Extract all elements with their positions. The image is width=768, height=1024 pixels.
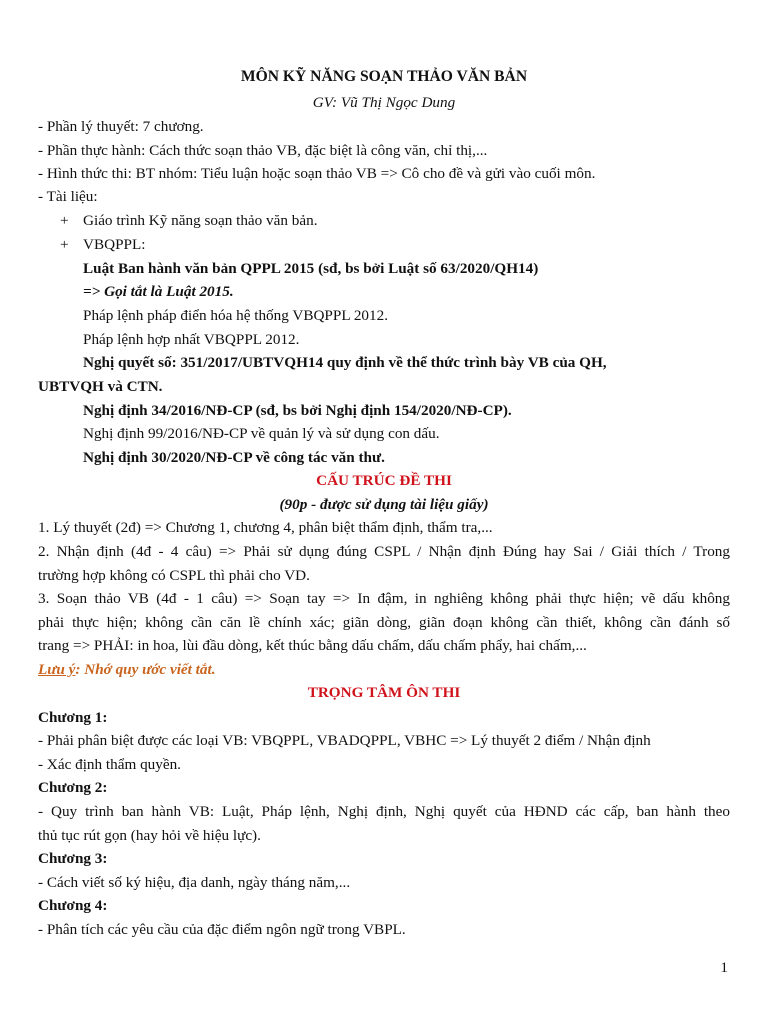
exam-item: 1. Lý thuyết (2đ) => Chương 1, chương 4, phân biệt thẩm định, thẩm tra,... bbox=[38, 519, 493, 536]
chapter-item: - Phân tích các yêu cầu của đặc điểm ngôn ngữ trong VBPL. bbox=[38, 921, 406, 938]
doc-line: Nghị định 34/2016/NĐ-CP (sđ, bs bởi Nghị định 154/2020/NĐ-CP). bbox=[83, 402, 512, 419]
chapter-item: - Xác định thẩm quyền. bbox=[38, 756, 181, 773]
chapter-heading: Chương 1: bbox=[38, 709, 108, 726]
exam-subheading: (90p - được sử dụng tài liệu giấy) bbox=[279, 496, 489, 513]
note-line bbox=[38, 660, 216, 680]
page-subtitle: GV: Vũ Thị Ngọc Dung bbox=[312, 94, 456, 111]
exam-item: 2. Nhận định (4đ - 4 câu) => Phải sử dụng đúng CSPL / Nhận định Đúng hay Sai / Giải thích / Trong bbox=[38, 543, 730, 560]
exam-item: trang => PHẢI: in hoa, lùi đầu dòng, kết thúc bằng dấu chấm, dấu chấm phẩy, hai chấm,... bbox=[38, 637, 587, 654]
note-label: Lưu ý bbox=[38, 661, 76, 678]
intro-line: - Tài liệu: bbox=[38, 188, 98, 205]
bullet-item: VBQPPL: bbox=[83, 236, 146, 253]
intro-line: - Phần thực hành: Cách thức soạn thảo VB, đặc biệt là công văn, chỉ thị,... bbox=[38, 142, 488, 159]
chapter-item: - Phải phân biệt được các loại VB: VBQPPL, VBADQPPL, VBHC => Lý thuyết 2 điểm / Nhận định bbox=[38, 732, 651, 749]
exam-item: trường hợp không có CSPL thì phải cho VD. bbox=[38, 567, 310, 584]
chapter-heading: Chương 2: bbox=[38, 779, 108, 796]
chapter-heading: Chương 3: bbox=[38, 850, 108, 867]
page-title: MÔN KỸ NĂNG SOẠN THẢO VĂN BẢN bbox=[240, 68, 528, 85]
note-text: : Nhớ quy ước viết tắt. bbox=[75, 661, 216, 678]
exam-item: 3. Soạn thảo VB (4đ - 1 câu) => Soạn tay => In đậm, in nghiêng không phải thực hiện; vẽ dấu không bbox=[38, 590, 730, 607]
chapter-item: thủ tục rút gọn (hay hỏi về hiệu lực). bbox=[38, 827, 261, 844]
doc-line: Nghị định 30/2020/NĐ-CP về công tác văn thư. bbox=[83, 449, 385, 466]
page-number: 1 bbox=[720, 959, 728, 976]
doc-line: Pháp lệnh pháp điển hóa hệ thống VBQPPL 2012. bbox=[83, 307, 388, 324]
doc-line: UBTVQH và CTN. bbox=[38, 378, 163, 395]
focus-heading: TRỌNG TÂM ÔN THI bbox=[307, 684, 461, 701]
chapter-heading: Chương 4: bbox=[38, 897, 108, 914]
bullet-item: Giáo trình Kỹ năng soạn thảo văn bản. bbox=[83, 212, 318, 229]
intro-line: - Phần lý thuyết: 7 chương. bbox=[38, 118, 204, 135]
exam-heading: CẤU TRÚC ĐỀ THI bbox=[316, 472, 452, 489]
doc-line: Pháp lệnh hợp nhất VBQPPL 2012. bbox=[83, 331, 300, 348]
chapter-item: - Cách viết số ký hiệu, địa danh, ngày tháng năm,... bbox=[38, 874, 351, 891]
doc-line: Nghị quyết số: 351/2017/UBTVQH14 quy định về thể thức trình bày VB của QH, bbox=[83, 354, 607, 371]
bullet-symbol: + bbox=[60, 212, 69, 229]
doc-line: Luật Ban hành văn bản QPPL 2015 (sđ, bs bởi Luật số 63/2020/QH14) bbox=[83, 260, 539, 277]
intro-line: - Hình thức thi: BT nhóm: Tiểu luận hoặc soạn thảo VB => Cô cho đề và gửi vào cuối môn. bbox=[38, 165, 596, 182]
bullet-symbol: + bbox=[60, 236, 69, 253]
doc-line: => Gọi tắt là Luật 2015. bbox=[83, 283, 234, 300]
chapter-item: - Quy trình ban hành VB: Luật, Pháp lệnh, Nghị định, Nghị quyết của HĐND các cấp, ban hành theo bbox=[38, 803, 730, 820]
doc-line: Nghị định 99/2016/NĐ-CP về quản lý và sử dụng con dấu. bbox=[83, 425, 440, 442]
exam-item: phải thực hiện; không cần căn lề chính xác; giãn dòng, giãn đoạn không cần thiết, không cần đánh số bbox=[38, 614, 730, 631]
